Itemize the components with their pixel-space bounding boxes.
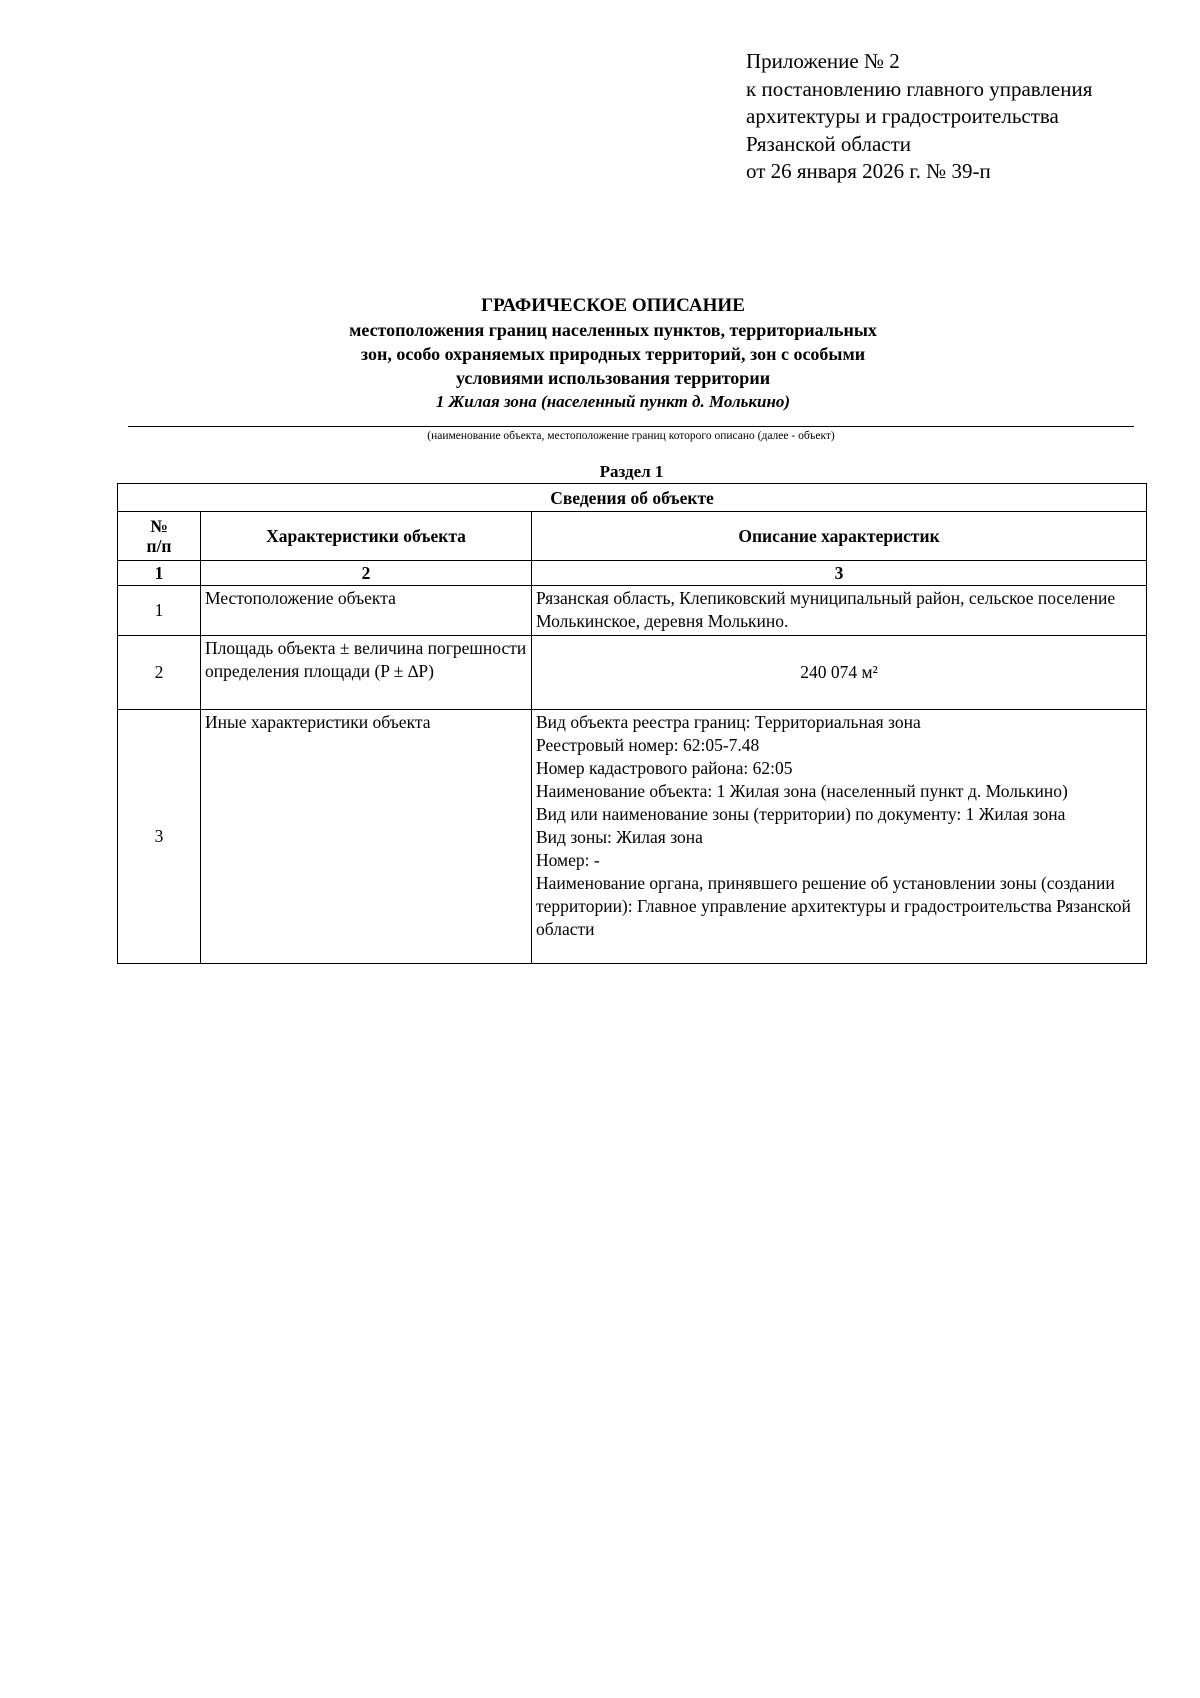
annex-line: Рязанской области [746,131,912,156]
table-row [118,636,1147,710]
column-number: 2 [201,561,532,586]
annex-line: от 26 января 2026 г. № 39-п [746,159,991,183]
document-subtitle-line: зон, особо охраняемых природных территорий, зон с особыми [360,344,866,364]
row-description-area: 240 074 м² [532,636,1147,710]
object-name: 1 Жилая зона (населенный пункт д. Молькино) [435,392,791,411]
description-line: Вид или наименование зоны (территории) по документу: 1 Жилая зона [536,804,1066,824]
object-info-table [117,483,1147,964]
document-title-block [118,294,1108,413]
row-characteristic: Иные характеристики объекта [201,710,532,964]
row-characteristic: Площадь объекта ± величина погрешности определения площади (P ± ∆P) [201,636,532,710]
header-description: Описание характеристик [532,512,1147,561]
object-name-underline [128,426,1134,427]
section-label: Раздел 1 [599,462,664,481]
annex-line: архитектуры и градостроительства [746,104,1059,128]
document-subtitle-line: местоположения границ населенных пунктов, территориальных [349,320,877,340]
row-characteristic: Местоположение объекта [201,586,532,636]
table-caption: Сведения об объекте [118,484,1147,512]
column-number: 3 [532,561,1147,586]
description-line: Вид зоны: Жилая зона [536,827,703,847]
table-header-row [118,512,1147,561]
table-row [118,710,1147,964]
row-number: 3 [118,710,201,964]
row-description: Рязанская область, Клепиковский муниципальный район, сельское поселение Молькинское, деревня Молькино. [532,586,1147,636]
description-line: Реестровый номер: 62:05-7.48 [536,735,760,755]
table-row [118,586,1147,636]
annex-line: Приложение № 2 [746,49,900,73]
annex-header [746,48,1092,186]
row-description-list [532,710,1147,964]
table-caption-row [118,484,1147,512]
document-title: ГРАФИЧЕСКОЕ ОПИСАНИЕ [481,295,745,316]
annex-line: к постановлению главного управления [746,76,1093,101]
description-line: Номер кадастрового района: 62:05 [536,758,793,778]
row-number: 2 [118,636,201,710]
header-characteristic: Характеристики объекта [201,512,532,561]
description-line: Наименование объекта: 1 Жилая зона (населенный пункт д. Молькино) [536,781,1068,801]
column-number-row [118,561,1147,586]
header-number-line1: № [150,516,168,536]
header-number [118,512,201,561]
row-number: 1 [118,586,201,636]
description-line: Номер: - [536,850,600,870]
description-line: Вид объекта реестра границ: Территориальная зона [536,712,921,732]
header-number-line2: п/п [146,536,172,556]
object-name-hint: (наименование объекта, местоположение границ которого описано (далее - объект) [427,430,835,442]
description-line: Наименование органа, принявшего решение об установлении зоны (создании территории): Главное управление архитектуры и градостроительства Рязанской области [536,873,1131,939]
column-number: 1 [118,561,201,586]
document-subtitle-line: условиями использования территории [455,368,771,388]
